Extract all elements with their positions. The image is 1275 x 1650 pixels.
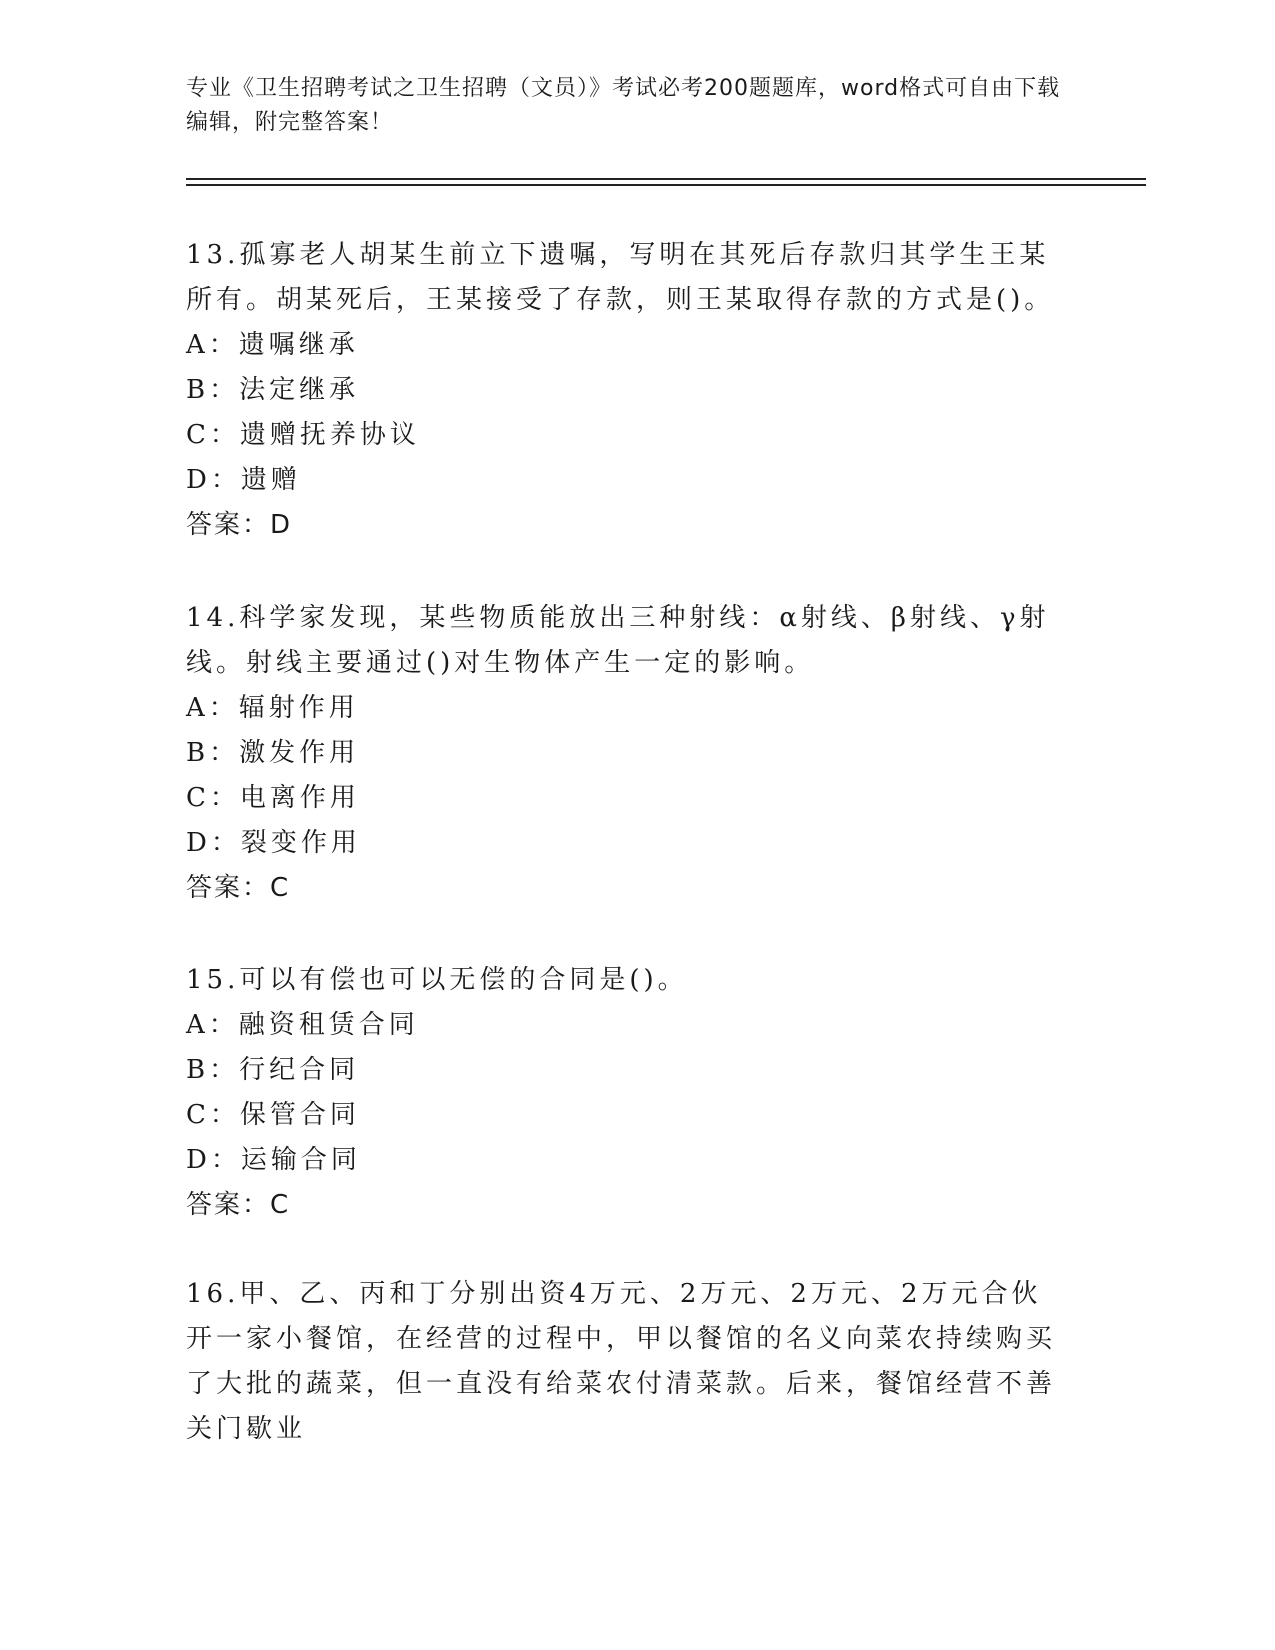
option-d: D：遗赠	[186, 465, 301, 495]
option-c: C：电离作用	[186, 783, 360, 813]
answer-line: 答案：C	[186, 873, 291, 903]
question-15	[186, 958, 1066, 1228]
header-divider-secondary	[186, 184, 1146, 186]
header-divider	[186, 178, 1146, 180]
question-13	[186, 233, 1066, 548]
question-14	[186, 596, 1066, 911]
document-header: 专业《卫生招聘考试之卫生招聘（文员）》考试必考200题题库，word格式可自由下载编辑，附完整答案！	[186, 76, 1061, 135]
question-stem: 16.甲、乙、丙和丁分别出资4万元、2万元、2万元、2万元合伙开一家小餐馆，在经营的过程中，甲以餐馆的名义向菜农持续购买了大批的蔬菜，但一直没有给菜农付清菜款。后来，餐馆经营不善关门歇业	[186, 1279, 1057, 1444]
answer-line: 答案：C	[186, 1190, 291, 1220]
answer-line: 答案：D	[186, 510, 293, 540]
question-stem: 14.科学家发现，某些物质能放出三种射线：α射线、β射线、γ射线。射线主要通过()对生物体产生一定的影响。	[186, 603, 1050, 678]
option-a: A：遗嘱继承	[186, 330, 359, 360]
option-a: A：融资租赁合同	[186, 1010, 419, 1040]
option-b: B：法定继承	[186, 375, 360, 405]
option-d: D：运输合同	[186, 1145, 361, 1175]
question-16	[186, 1272, 1066, 1452]
option-a: A：辐射作用	[186, 693, 359, 723]
option-b: B：行纪合同	[186, 1055, 360, 1085]
option-b: B：激发作用	[186, 738, 360, 768]
option-c: C：保管合同	[186, 1100, 360, 1130]
question-stem: 15.可以有偿也可以无偿的合同是()。	[186, 965, 688, 995]
option-c: C：遗赠抚养协议	[186, 420, 420, 450]
question-stem: 13.孤寡老人胡某生前立下遗嘱，写明在其死后存款归其学生王某所有。胡某死后，王某接受了存款，则王某取得存款的方式是()。	[186, 240, 1055, 315]
option-d: D：裂变作用	[186, 828, 361, 858]
